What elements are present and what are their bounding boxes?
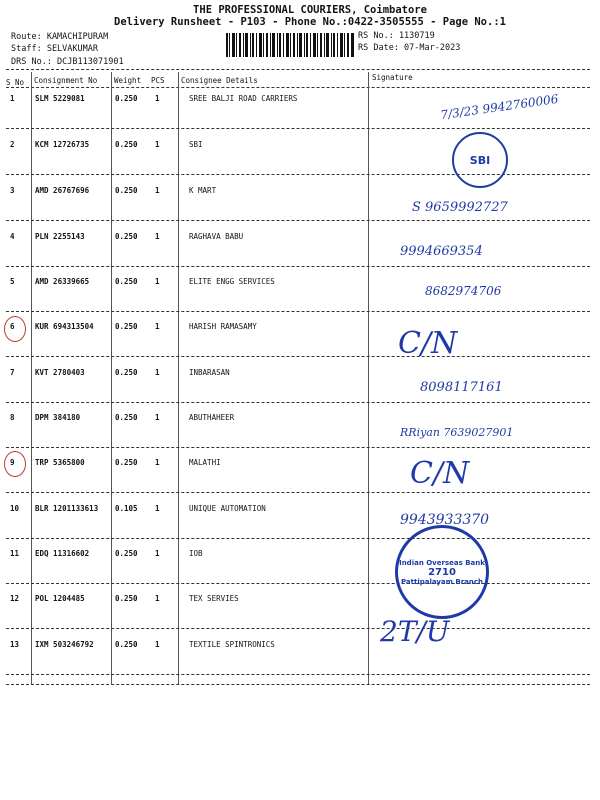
row-consignment: AMD 26339665 bbox=[35, 277, 90, 286]
row-sno: 5 bbox=[10, 277, 15, 286]
row-consignment: IXM 503246792 bbox=[35, 640, 94, 649]
col-header-sno: S No bbox=[6, 78, 25, 87]
row-consignment: POL 1204485 bbox=[35, 594, 85, 603]
row-4-signature: 9994669354 bbox=[400, 244, 483, 259]
row-consignment: PLN 2255143 bbox=[35, 232, 85, 241]
rs-number: RS No.: 1130719 bbox=[358, 31, 435, 41]
row-consignee: K MART bbox=[189, 186, 217, 195]
row-consignee: IOB bbox=[189, 549, 203, 558]
row-weight: 0.250 bbox=[115, 594, 138, 603]
row-divider bbox=[6, 402, 590, 403]
row-sno: 13 bbox=[10, 640, 20, 649]
row-consignee: UNIQUE AUTOMATION bbox=[189, 504, 266, 513]
row-sno: 3 bbox=[10, 186, 15, 195]
row-consignment: EDQ 11316602 bbox=[35, 549, 90, 558]
runsheet-subtitle: Delivery Runsheet - P103 - Phone No.:0422-3505555 - Page No.:1 bbox=[114, 16, 506, 28]
row-9-circle-mark bbox=[4, 451, 26, 477]
row-consignment: KVT 2780403 bbox=[35, 368, 85, 377]
sbi-stamp bbox=[452, 132, 508, 188]
row-weight: 0.250 bbox=[115, 413, 138, 422]
row-consignment: KCM 12726735 bbox=[35, 140, 90, 149]
row-weight: 0.250 bbox=[115, 368, 138, 377]
row-divider bbox=[6, 266, 590, 267]
iob-stamp-code: 2710 bbox=[428, 566, 456, 578]
col-header-consignment: Consignment No bbox=[34, 76, 98, 85]
row-consignment: AMD 26767696 bbox=[35, 186, 90, 195]
row-8-signature: RRiyan 7639027901 bbox=[400, 426, 514, 439]
row-13-signature: 2T/U bbox=[380, 615, 450, 648]
row-pcs: 1 bbox=[155, 640, 160, 649]
row-weight: 0.105 bbox=[115, 504, 138, 513]
row-6-signature: C/N bbox=[398, 326, 458, 361]
row-divider bbox=[6, 311, 590, 312]
col-header-pcs: PCS bbox=[151, 76, 165, 85]
row-consignee: INBARASAN bbox=[189, 368, 230, 377]
row-consignee: ABUTHAHEER bbox=[189, 413, 235, 422]
row-consignee: MALATHI bbox=[189, 458, 221, 467]
row-weight: 0.250 bbox=[115, 140, 138, 149]
row-weight: 0.250 bbox=[115, 640, 138, 649]
table-bottom-divider bbox=[6, 684, 590, 685]
row-sno: 2 bbox=[10, 140, 15, 149]
barcode-image bbox=[226, 33, 354, 57]
row-weight: 0.250 bbox=[115, 232, 138, 241]
row-9-signature: C/N bbox=[410, 456, 470, 491]
row-6-circle-mark bbox=[4, 316, 26, 342]
row-sno: 1 bbox=[10, 94, 15, 103]
row-1-signature: 7/3/23 9942760006 bbox=[439, 91, 560, 123]
row-divider bbox=[6, 492, 590, 493]
company-title: THE PROFESSIONAL COURIERS, Coimbatore bbox=[193, 4, 427, 16]
row-divider bbox=[6, 538, 590, 539]
row-sno: 7 bbox=[10, 368, 15, 377]
row-sno: 8 bbox=[10, 413, 15, 422]
row-divider bbox=[6, 674, 590, 675]
row-sno: 10 bbox=[10, 504, 20, 513]
drs-number: DRS No.: DCJB113071901 bbox=[11, 57, 124, 67]
row-pcs: 1 bbox=[155, 232, 160, 241]
route-label: Route: KAMACHIPURAM bbox=[11, 32, 109, 42]
row-pcs: 1 bbox=[155, 277, 160, 286]
row-sno: 4 bbox=[10, 232, 15, 241]
row-divider bbox=[6, 447, 590, 448]
row-7-signature: 8098117161 bbox=[420, 380, 503, 395]
row-consignment: SLM 5229081 bbox=[35, 94, 85, 103]
col-header-details: Consignee Details bbox=[181, 76, 258, 85]
row-consignment: TRP 5365800 bbox=[35, 458, 85, 467]
row-5-signature: 8682974706 bbox=[425, 284, 502, 298]
staff-label: Staff: SELVAKUMAR bbox=[11, 44, 98, 54]
row-pcs: 1 bbox=[155, 594, 160, 603]
row-pcs: 1 bbox=[155, 549, 160, 558]
row-pcs: 1 bbox=[155, 186, 160, 195]
iob-stamp-bank: Indian Overseas Bank bbox=[399, 558, 485, 567]
header-bottom-divider bbox=[6, 87, 590, 88]
row-divider bbox=[6, 220, 590, 221]
row-weight: 0.250 bbox=[115, 458, 138, 467]
row-3-signature: S 9659992727 bbox=[412, 200, 508, 215]
row-10-signature: 9943933370 bbox=[400, 512, 490, 528]
row-consignment: KUR 694313504 bbox=[35, 322, 94, 331]
row-divider bbox=[6, 583, 590, 584]
row-consignee: RAGHAVA BABU bbox=[189, 232, 244, 241]
row-pcs: 1 bbox=[155, 504, 160, 513]
row-consignee: SREE BALJI ROAD CARRIERS bbox=[189, 94, 298, 103]
row-consignment: DPM 384180 bbox=[35, 413, 81, 422]
row-sno: 9 bbox=[10, 458, 15, 467]
rs-date: RS Date: 07-Mar-2023 bbox=[358, 43, 461, 53]
col-header-signature: Signature bbox=[372, 73, 413, 82]
row-divider bbox=[6, 128, 590, 129]
iob-stamp bbox=[395, 525, 489, 619]
row-weight: 0.250 bbox=[115, 277, 138, 286]
row-consignment: BLR 1201133613 bbox=[35, 504, 99, 513]
row-pcs: 1 bbox=[155, 322, 160, 331]
row-pcs: 1 bbox=[155, 94, 160, 103]
row-consignee: ELITE ENGG SERVICES bbox=[189, 277, 275, 286]
row-weight: 0.250 bbox=[115, 322, 138, 331]
header-top-divider bbox=[6, 69, 590, 70]
row-sno: 12 bbox=[10, 594, 20, 603]
row-pcs: 1 bbox=[155, 458, 160, 467]
row-consignee: TEXTILE SPINTRONICS bbox=[189, 640, 275, 649]
row-consignee: TEX SERVIES bbox=[189, 594, 239, 603]
row-weight: 0.250 bbox=[115, 94, 138, 103]
row-consignee: HARISH RAMASAMY bbox=[189, 322, 257, 331]
row-sno: 11 bbox=[10, 549, 20, 558]
row-pcs: 1 bbox=[155, 413, 160, 422]
sbi-stamp-text: SBI bbox=[469, 153, 491, 167]
row-pcs: 1 bbox=[155, 368, 160, 377]
row-weight: 0.250 bbox=[115, 186, 138, 195]
row-weight: 0.250 bbox=[115, 549, 138, 558]
row-divider bbox=[6, 356, 590, 357]
row-sno: 6 bbox=[10, 322, 15, 331]
row-consignee: SBI bbox=[189, 140, 203, 149]
col-header-weight: Weight bbox=[114, 76, 142, 85]
iob-stamp-branch: Pattipalayam Branch bbox=[400, 577, 484, 586]
row-pcs: 1 bbox=[155, 140, 160, 149]
row-divider bbox=[6, 628, 590, 629]
